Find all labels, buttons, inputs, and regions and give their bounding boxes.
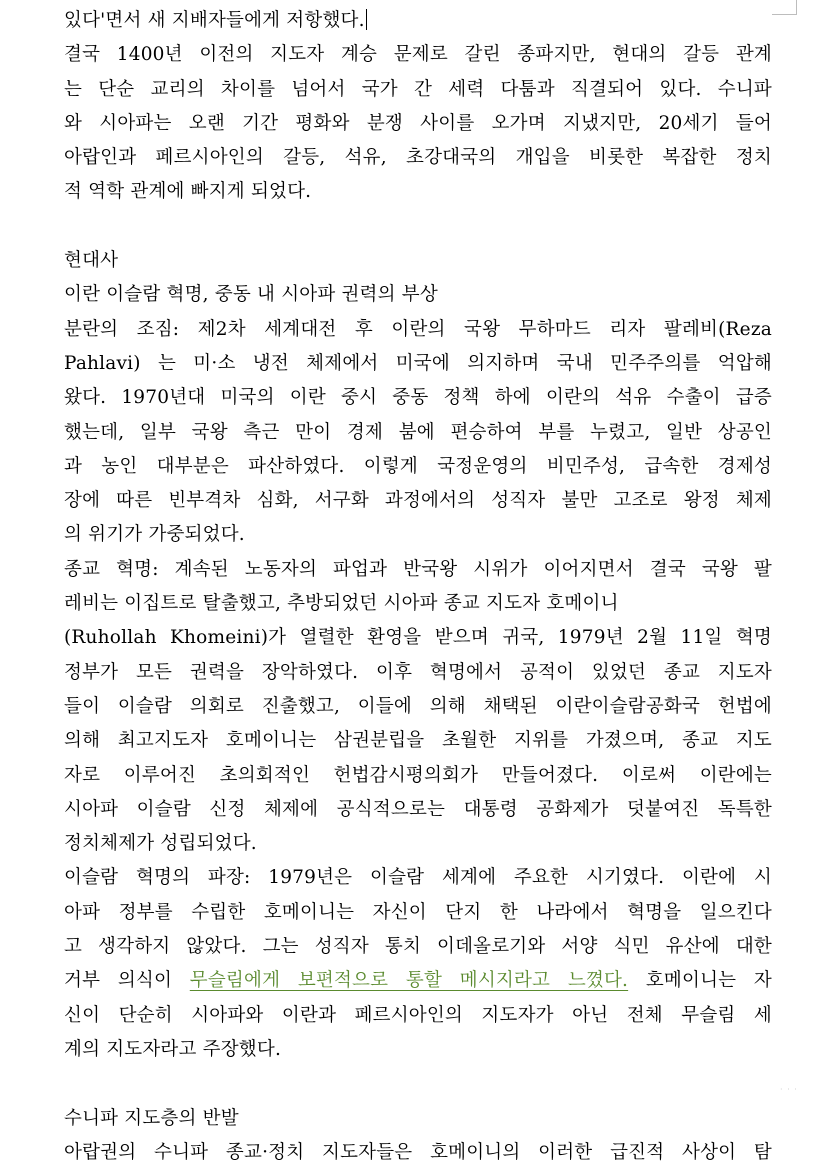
text-line[interactable] [64,4,772,38]
margin-marker: · · · [780,1085,798,1094]
text-line[interactable]: 계의 지도자라고 주장했다. [64,1038,282,1060]
text-line[interactable]: 분란의 조짐: 제2차 세계대전 후 이란의 국왕 무하마드 리자 팔레비(Reza [64,318,772,340]
text-line[interactable]: (Ruhollah Khomeini)가 열렬한 환영을 받으며 귀국, 1979년 2월 11일 혁명 [64,627,772,649]
text-line[interactable]: 아랍권의 수니파 종교·정치 지도자들은 호메이니의 이러한 급진적 사상이 탐 [64,1141,772,1163]
text-line[interactable]: 과 농인 대부분은 파산하였다. 이렇게 국정운영의 비민주성, 급속한 경제성 [64,455,772,477]
text-line[interactable]: 자로 이루어진 초의회적인 헌법감시평의회가 만들어졌다. 이로써 이란에는 [64,764,772,786]
text-line[interactable]: 시아파 이슬람 신정 체제에 공식적으로는 대통령 공화제가 덧붙여진 독특한 [64,798,772,820]
text-line[interactable]: 종교 혁명: 계속된 노동자의 파업과 반국왕 시위가 이어지면서 결국 국왕 팔 [64,558,772,580]
text-cursor [366,9,368,30]
text-line[interactable]: 아파 정부를 수립한 호메이니는 자신이 단지 한 나라에서 혁명을 일으킨다 [64,901,772,923]
section-heading[interactable]: 현대사 [64,250,119,272]
blank-line [64,1067,772,1101]
text-line[interactable]: 적 역학 관계에 빠지게 되었다. [64,181,312,203]
text-line[interactable]: 이슬람 혁명의 파장: 1979년은 이슬람 세계에 주요한 시기였다. 이란에 시 [64,867,772,889]
text-line[interactable]: 정치체제가 성립되었다. [64,833,257,855]
text-line[interactable]: 의 위기가 가중되었다. [64,524,245,546]
text-line[interactable]: 아랍인과 페르시아인의 갈등, 석유, 초강대국의 개입을 비롯한 복잡한 정치 [64,147,772,169]
text-line[interactable]: Pahlavi) 는 미·소 냉전 체제에서 미국에 의지하며 국내 민주주의를 억압해 [64,352,772,374]
text-line[interactable]: 의해 최고지도자 호메이니는 삼권분립을 초월한 지위를 가졌으며, 종교 지도 [64,730,772,752]
text-run: 호메이니는 자 [628,970,772,992]
text-line[interactable]: 왔다. 1970년대 미국의 이란 중시 중동 정책 하에 이란의 석유 수출이 급증 [64,387,772,409]
text-line[interactable]: 고 생각하지 않았다. 그는 성직자 통치 이데올로기와 서양 식민 유산에 대한 [64,936,772,958]
document-page[interactable] [64,4,772,1170]
text-line[interactable]: 들이 이슬람 의회로 진출했고, 이들에 의해 채택된 이란이슬람공화국 헌법에 [64,695,772,717]
text-line[interactable]: 정부가 모든 권력을 장악하였다. 이후 혁명에서 공적이 있었던 종교 지도자 [64,661,772,683]
text-line[interactable]: 레비는 이집트로 탈출했고, 추방되었던 시아파 종교 지도자 호메이니 [64,593,619,615]
subsection-heading[interactable]: 수니파 지도층의 반발 [64,1107,239,1129]
text-line[interactable]: 는 단순 교리의 차이를 넘어서 국가 간 세력 다툼과 직결되어 있다. 수니파 [64,78,772,100]
blank-line [64,210,772,244]
text-line[interactable]: 결국 1400년 이전의 지도자 계승 문제로 갈린 종파지만, 현대의 갈등 관계 [64,44,772,66]
text-line[interactable]: 장에 따른 빈부격차 심화, 서구화 과정에서의 성직자 불만 고조로 왕정 체제 [64,490,772,512]
text-line[interactable]: 와 시아파는 오랜 기간 평화와 분쟁 사이를 오가며 지냈지만, 20세기 들어 [64,112,772,134]
text-line[interactable]: 했는데, 일부 국왕 측근 만이 경제 붐에 편승하여 부를 누렸고, 일반 상공인 [64,421,772,443]
highlighted-text[interactable]: 무슬림에게 보편적으로 통할 메시지라고 느꼈다. [189,970,629,992]
text-line[interactable]: 신이 단순히 시아파와 이란과 페르시아인의 지도자가 아닌 전체 무슬림 세 [64,1004,772,1026]
text-line[interactable] [64,964,772,998]
page-corner-mark [772,0,797,15]
text-run: 있다'면서 새 지배자들에게 저항했다. [64,10,365,31]
subsection-heading[interactable]: 이란 이슬람 혁명, 중동 내 시아파 권력의 부상 [64,284,438,306]
text-run: 거부 의식이 [64,970,190,992]
